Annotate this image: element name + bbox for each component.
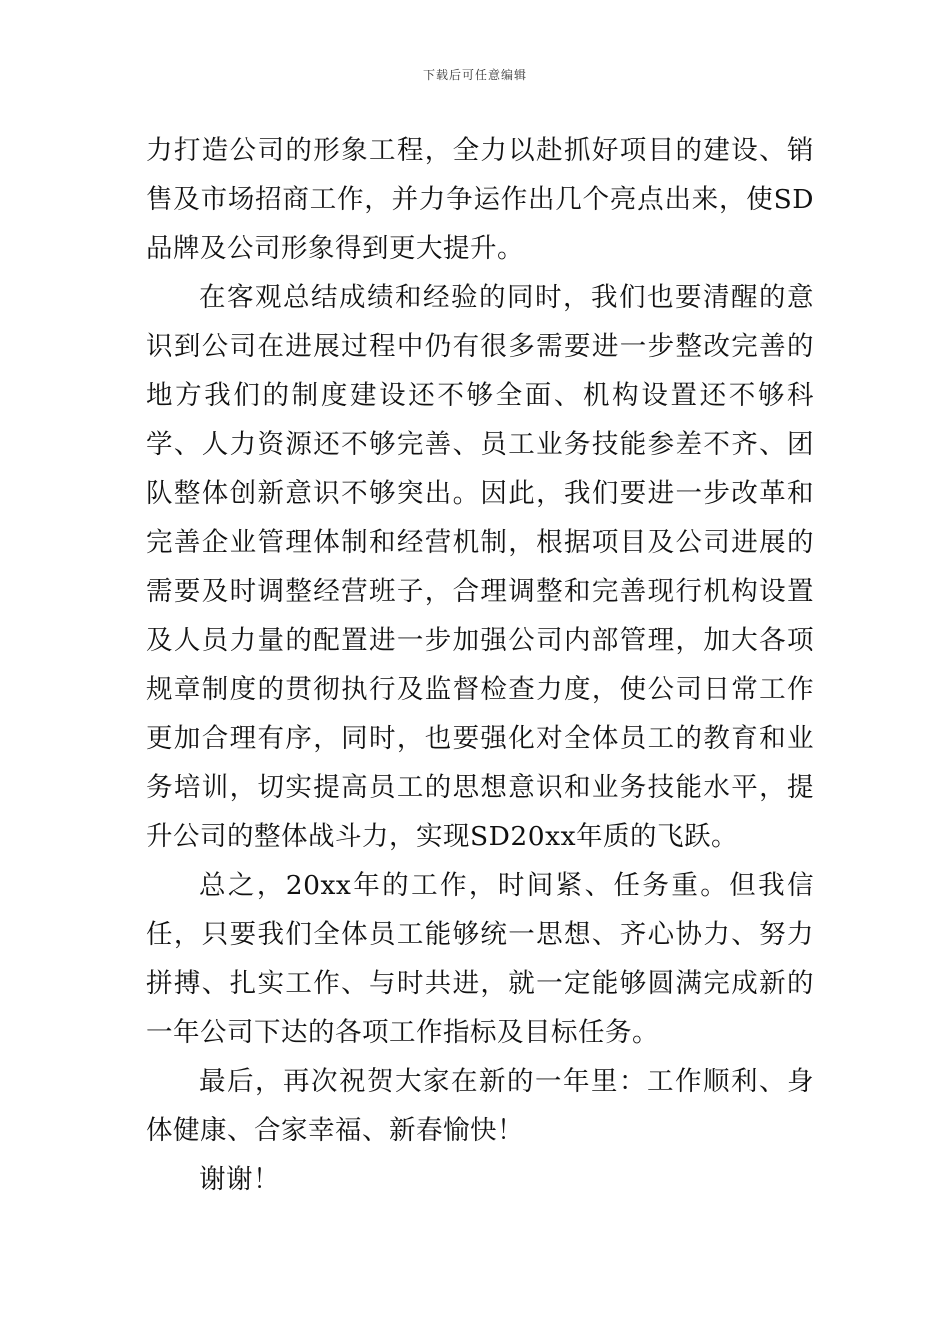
paragraph-4: 最后，再次祝贺大家在新的一年里：工作顺利、身体健康、合家幸福、新春愉快！ xyxy=(146,1066,814,1146)
page-header: 下载后可任意编辑 xyxy=(422,68,527,82)
paragraph-5: 谢谢！ xyxy=(199,1164,280,1195)
paragraph-3: 总之，20xx年的工作，时间紧、任务重。但我信任，只要我们全体员工能够统一思想、齐心协力、努力拼搏、扎实工作、与时共进，就一定能够圆满完成新的一年公司下达的各项工作指标及目标任务。 xyxy=(146,870,814,1048)
paragraph-2: 在客观总结成绩和经验的同时，我们也要清醒的意识到公司在进展过程中仍有很多需要进一步整改完善的地方我们的制度建设还不够全面、机构设置还不够科学、人力资源还不够完善、员工业务技能参差不齐、团队整体创新意识不够突出。因此，我们要进一步改革和完善企业管理体制和经营机制，根据项目及公司进展的需要及时调整经营班子，合理调整和完善现行机构设置及人员力量的配置进一步加强公司内部管理，加大各项规章制度的贯彻执行及监督检查力度，使公司日常工作更加合理有序，同时，也要强化对全体员工的教育和业务培训，切实提高员工的思想意识和业务技能水平，提升公司的整体战斗力，实现SD20xx年质的飞跃。 xyxy=(146,282,814,852)
document-body xyxy=(146,126,814,1204)
paragraph-1: 力打造公司的形象工程，全力以赴抓好项目的建设、销售及市场招商工作，并力争运作出几个亮点出来，使SD品牌及公司形象得到更大提升。 xyxy=(146,135,814,264)
